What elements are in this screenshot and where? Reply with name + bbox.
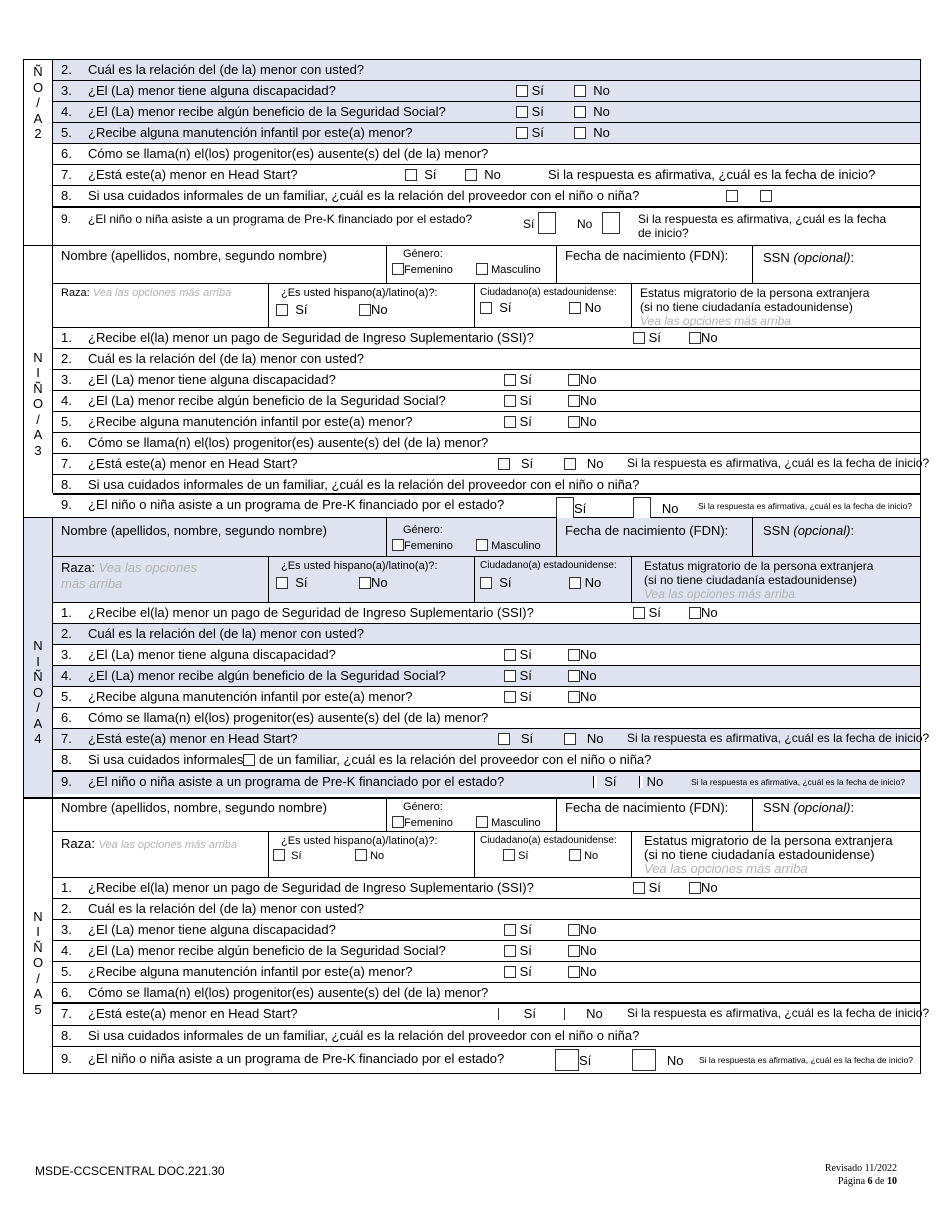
child-5-male-checkbox[interactable] (476, 816, 488, 828)
child-3-q7: 7. ¿Está este(a) menor en Head Start? Sí No Si la respuesta es afirmativa, ¿cuál es la fecha de inicio? (53, 454, 920, 475)
child-5-citizen-no-checkbox[interactable] (569, 849, 581, 861)
child-2-q3-yes-checkbox[interactable] (516, 85, 528, 97)
child-3-q3: 3. ¿El (La) menor tiene alguna discapacidad? Sí No (53, 370, 920, 391)
child-5-side-label: N I Ñ O / A 5 (24, 799, 53, 1073)
child-3-q3-yes-checkbox[interactable] (504, 374, 516, 386)
child-3-q4-no-checkbox[interactable] (568, 395, 580, 407)
child-5-hispanic-no-checkbox[interactable] (355, 849, 367, 861)
child-5-section (23, 798, 930, 1074)
footer-document-id: MSDE-CCSCENTRAL DOC.221.30 (35, 1164, 225, 1178)
child-4-q6: 6. Cómo se llama(n) el(los) progenitor(es) ausente(s) del (de la) menor? (53, 708, 920, 729)
child-2-section (23, 59, 921, 246)
child-4-q8: 8. Si usa cuidados informales de un familiar, ¿cuál es la relación del proveedor con el niño o niña? (53, 750, 920, 772)
child-3-hispanic-yes-checkbox[interactable] (276, 304, 288, 316)
child-3-q5-no-checkbox[interactable] (568, 416, 580, 428)
child-3-name-row: Nombre (apellidos, nombre, segundo nombre) Género: Femenino Masculino Fecha de nacimiento (FDN): SSN (opcional): (53, 245, 920, 284)
child-5-q7-no-checkbox[interactable] (564, 1008, 568, 1020)
child-4-q1: 1. ¿Recibe el(la) menor un pago de Seguridad de Ingreso Suplementario (SSI)? Sí No (53, 603, 920, 624)
child-4-name-row: Nombre (apellidos, nombre, segundo nombre) Género: Femenino Masculino Fecha de nacimiento (FDN): SSN (opcional): (53, 518, 920, 557)
child-4-q7-yes-checkbox[interactable] (498, 733, 510, 745)
child-2-q5-no-checkbox[interactable] (574, 127, 586, 139)
child-3-q9-yes-checkbox[interactable] (556, 497, 574, 519)
child-5-race-row: Raza: Vea las opciones más arriba ¿Es usted hispano(a)/latino(a)?: Sí No Ciudadano(a) estadounidense: Sí No Estatus migratorio de la persona extranjera (si no tiene ciudadanía estadounidense) Vea las opciones más arriba (53, 832, 920, 878)
child-2-q3: 3. ¿El (La) menor tiene alguna discapacidad? Sí No (53, 81, 920, 102)
child-5-q8: 8. Si usa cuidados informales de un familiar, ¿cuál es la relación del proveedor con el niño o niña? (53, 1026, 920, 1047)
child-5-q7-yes-checkbox[interactable] (498, 1008, 502, 1020)
child-3-q3-no-checkbox[interactable] (568, 374, 580, 386)
child-3-q7-no-checkbox[interactable] (564, 458, 576, 470)
child-2-q8-checkbox-a[interactable] (726, 190, 738, 202)
child-4-female-checkbox[interactable] (392, 539, 404, 551)
child-2-q7: 7. ¿Está este(a) menor en Head Start? Sí No Si la respuesta es afirmativa, ¿cuál es la fecha de inicio? (53, 165, 920, 186)
child-2-q7-no-checkbox[interactable] (465, 169, 477, 181)
child-3-q9-no-checkbox[interactable] (633, 497, 651, 519)
child-3-q7-yes-checkbox[interactable] (498, 458, 510, 470)
child-2-q8: 8. Si usa cuidados informales de un familiar, ¿cuál es la relación del proveedor con el niño o niña? (53, 186, 920, 208)
child-3-q5: 5. ¿Recibe alguna manutención infantil por este(a) menor? Sí No (53, 412, 920, 433)
child-4-q7: 7. ¿Está este(a) menor en Head Start? Sí No Si la respuesta es afirmativa, ¿cuál es la fecha de inicio? (53, 729, 920, 750)
child-5-q1: 1. ¿Recibe el(la) menor un pago de Seguridad de Ingreso Suplementario (SSI)? Sí No (53, 878, 920, 899)
child-4-hispanic-no-checkbox[interactable] (359, 577, 371, 589)
child-4-q5: 5. ¿Recibe alguna manutención infantil por este(a) menor? Sí No (53, 687, 920, 708)
child-5-q5-yes-checkbox[interactable] (504, 966, 516, 978)
child-5-q4-yes-checkbox[interactable] (504, 945, 516, 957)
child-2-side-spacer (24, 209, 53, 245)
child-3-q1-no-checkbox[interactable] (689, 332, 701, 344)
child-5-q3-no-checkbox[interactable] (568, 924, 580, 936)
child-2-q8-checkbox-b[interactable] (760, 190, 772, 202)
child-5-q1-yes-checkbox[interactable] (633, 882, 645, 894)
child-3-q1: 1. ¿Recibe el(la) menor un pago de Seguridad de Ingreso Suplementario (SSI)? Sí No (53, 328, 920, 349)
child-3-q2: 2. Cuál es la relación del (de la) menor con usted? (53, 349, 920, 370)
child-4-q5-no-checkbox[interactable] (568, 691, 580, 703)
child-4-q9: 9. ¿El niño o niña asiste a un programa de Pre-K financiado por el estado? Sí No Si la respuesta es afirmativa, ¿cuál es la fecha de inicio? (53, 772, 920, 794)
child-4-q3: 3. ¿El (La) menor tiene alguna discapacidad? Sí No (53, 645, 920, 666)
child-4-q5-yes-checkbox[interactable] (504, 691, 516, 703)
child-4-q3-no-checkbox[interactable] (568, 649, 580, 661)
child-3-race-row: Raza: Vea las opciones más arriba ¿Es usted hispano(a)/latino(a)?: Sí No Ciudadano(a) estadounidense: Sí No Estatus migratorio de la persona extranjera (si no tiene ciudadanía estadounidense) Vea las opciones más arriba (53, 284, 920, 328)
child-4-q3-yes-checkbox[interactable] (504, 649, 516, 661)
child-3-q8: 8. Si usa cuidados informales de un familiar, ¿cuál es la relación del proveedor con el niño o niña? (53, 475, 920, 495)
child-4-section (23, 518, 930, 798)
child-3-female-checkbox[interactable] (392, 263, 404, 275)
child-2-q9-yes-checkbox[interactable] (538, 212, 556, 234)
child-4-q4-no-checkbox[interactable] (568, 670, 580, 682)
child-4-citizen-no-checkbox[interactable] (569, 577, 581, 589)
child-2-q4-no-checkbox[interactable] (574, 106, 586, 118)
child-2-q5-yes-checkbox[interactable] (516, 127, 528, 139)
child-3-q4-yes-checkbox[interactable] (504, 395, 516, 407)
child-5-q6: 6. Cómo se llama(n) el(los) progenitor(es) ausente(s) del (de la) menor? (53, 983, 920, 1004)
child-5-female-checkbox[interactable] (392, 816, 404, 828)
child-2-q9-no-checkbox[interactable] (602, 212, 620, 234)
child-5-q5-no-checkbox[interactable] (568, 966, 580, 978)
child-4-q1-yes-checkbox[interactable] (633, 607, 645, 619)
child-5-q3: 3. ¿El (La) menor tiene alguna discapacidad? Sí No (53, 920, 920, 941)
child-5-q9: 9. ¿El niño o niña asiste a un programa de Pre-K financiado por el estado? Sí No Si la respuesta es afirmativa, ¿cuál es la fecha de inicio? (53, 1047, 920, 1073)
child-5-q5: 5. ¿Recibe alguna manutención infantil por este(a) menor? Sí No (53, 962, 920, 983)
child-4-q7-no-checkbox[interactable] (564, 733, 576, 745)
footer-page-info (825, 1162, 897, 1188)
child-3-side-label: N I Ñ O / A 3 (24, 245, 53, 493)
child-3-citizen-yes-checkbox[interactable] (480, 302, 492, 314)
child-3-q5-yes-checkbox[interactable] (504, 416, 516, 428)
child-4-q1-no-checkbox[interactable] (689, 607, 701, 619)
child-2-q2: 2. Cuál es la relación del (de la) menor con usted? (53, 60, 920, 81)
child-2-q9: 9. ¿El niño o niña asiste a un programa de Pre-K financiado por el estado? Sí No Si la respuesta es afirmativa, ¿cuál es la fecha de inicio? (61, 212, 887, 240)
child-5-q9-no-checkbox[interactable] (632, 1049, 656, 1071)
child-5-name-row: Nombre (apellidos, nombre, segundo nombre) Género: Femenino Masculino Fecha de nacimiento (FDN): SSN (opcional): (53, 799, 920, 832)
child-2-q5: 5. ¿Recibe alguna manutención infantil por este(a) menor? Sí No (53, 123, 920, 144)
child-5-citizen-yes-checkbox[interactable] (503, 849, 515, 861)
footer-page-number: Página 6 de 10 (837, 1176, 897, 1187)
child-3-citizen-no-checkbox[interactable] (569, 302, 581, 314)
child-5-q7: 7. ¿Está este(a) menor en Head Start? Sí No Si la respuesta es afirmativa, ¿cuál es la fecha de inicio? (53, 1004, 920, 1026)
child-3-q9: 9. ¿El niño o niña asiste a un programa de Pre-K financiado por el estado? Sí No Si la respuesta es afirmativa, ¿cuál es la fecha de inicio? (53, 495, 920, 518)
child-4-q9-yes-checkbox[interactable] (593, 776, 597, 788)
child-5-q2: 2. Cuál es la relación del (de la) menor con usted? (53, 899, 920, 920)
child-5-q4-no-checkbox[interactable] (568, 945, 580, 957)
child-4-q4-yes-checkbox[interactable] (504, 670, 516, 682)
child-4-q2: 2. Cuál es la relación del (de la) menor con usted? (53, 624, 920, 645)
child-5-hispanic-yes-checkbox[interactable] (273, 849, 285, 861)
child-3-section (23, 245, 930, 518)
child-2-q3-no-checkbox[interactable] (574, 85, 586, 97)
child-5-q4: 4. ¿El (La) menor recibe algún beneficio de la Seguridad Social? Sí No (53, 941, 920, 962)
child-4-q8-checkbox[interactable] (243, 754, 255, 766)
child-2-q7-yes-checkbox[interactable] (405, 169, 417, 181)
child-2-side-label: Ñ O / A 2 (24, 60, 53, 209)
child-4-race-row: Raza: Vea las opciones más arriba ¿Es usted hispano(a)/latino(a)?: Sí No Ciudadano(a) estadounidense: Sí No Estatus migratorio de la persona extranjera (si no tiene ciudadanía estadounidense) Vea las opciones más arriba (53, 557, 920, 603)
child-3-q6: 6. Cómo se llama(n) el(los) progenitor(es) ausente(s) del (de la) menor? (53, 433, 920, 454)
child-3-q1-yes-checkbox[interactable] (633, 332, 645, 344)
child-5-q9-yes-checkbox[interactable] (555, 1049, 579, 1071)
child-2-q4-yes-checkbox[interactable] (516, 106, 528, 118)
child-4-male-checkbox[interactable] (476, 539, 488, 551)
child-2-q4: 4. ¿El (La) menor recibe algún beneficio de la Seguridad Social? Sí No (53, 102, 920, 123)
child-5-q1-no-checkbox[interactable] (689, 882, 701, 894)
child-4-q4: 4. ¿El (La) menor recibe algún beneficio de la Seguridad Social? Sí No (53, 666, 920, 687)
footer-revised: Revisado 11/2022 (824, 1163, 897, 1174)
child-3-q4: 4. ¿El (La) menor recibe algún beneficio de la Seguridad Social? Sí No (53, 391, 920, 412)
child-5-q3-yes-checkbox[interactable] (504, 924, 516, 936)
child-2-q6: 6. Cómo se llama(n) el(los) progenitor(es) ausente(s) del (de la) menor? (53, 144, 920, 165)
child-4-side-label: N I Ñ O / A 4 (24, 518, 53, 797)
child-4-hispanic-yes-checkbox[interactable] (276, 577, 288, 589)
child-3-hispanic-no-checkbox[interactable] (359, 304, 371, 316)
child-4-q9-no-checkbox[interactable] (639, 776, 643, 788)
child-3-male-checkbox[interactable] (476, 263, 488, 275)
child-4-citizen-yes-checkbox[interactable] (480, 577, 492, 589)
